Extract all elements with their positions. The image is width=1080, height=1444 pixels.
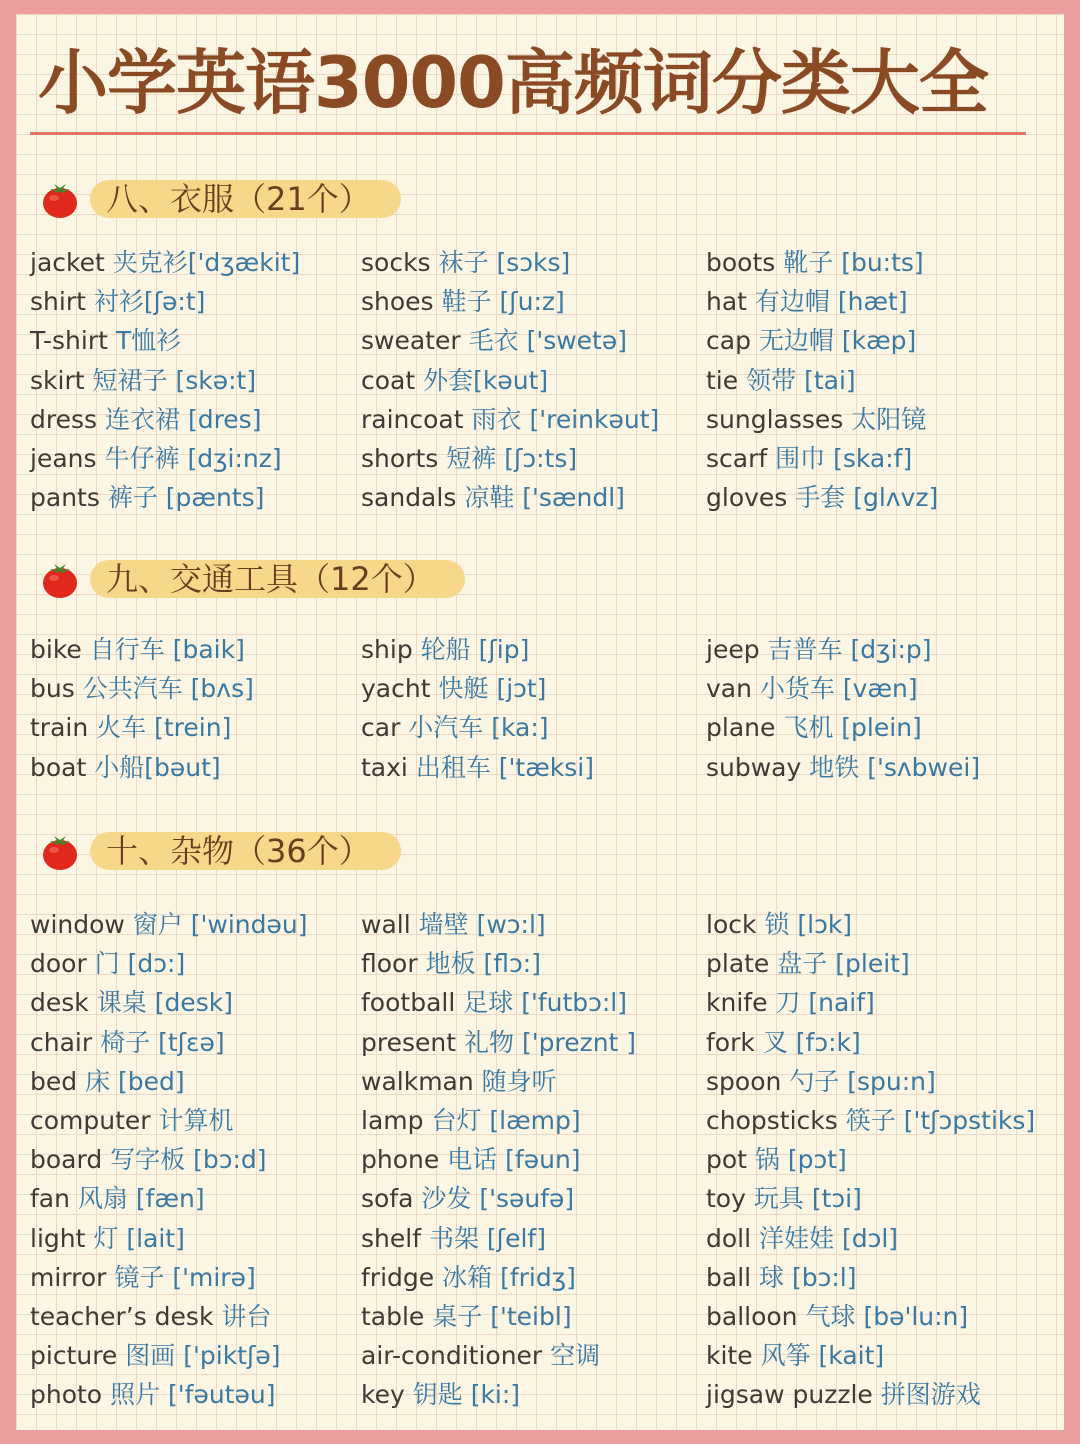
- chinese-meaning: 气球: [805, 1301, 856, 1331]
- english-word: teacher’s desk: [30, 1301, 214, 1331]
- word-row: [706, 1062, 1035, 1101]
- phonetic: [bəut]: [144, 752, 221, 782]
- english-word: wall: [361, 910, 411, 939]
- chinese-meaning: 盘子: [777, 949, 828, 979]
- misc-column-1: [30, 905, 308, 1414]
- chinese-meaning: 随身听: [481, 1066, 557, 1096]
- phonetic: [skə:t]: [175, 365, 257, 395]
- word-row: [30, 282, 300, 321]
- word-row: [361, 944, 636, 983]
- phonetic: ['preznt ]: [521, 1027, 637, 1057]
- english-word: sweater: [361, 326, 461, 356]
- phonetic: ['sʌbwei]: [867, 752, 981, 782]
- english-word: doll: [706, 1223, 752, 1253]
- clothes-column-1: [30, 243, 300, 517]
- english-word: fridge: [361, 1262, 435, 1292]
- word-row: [30, 243, 300, 282]
- english-word: shirt: [30, 287, 86, 317]
- english-word: desk: [30, 988, 89, 1018]
- word-row: [361, 1375, 636, 1414]
- transport-column-2: [361, 630, 594, 787]
- word-row: [706, 630, 980, 669]
- phonetic: [kait]: [818, 1341, 885, 1371]
- english-word: plate: [706, 949, 770, 979]
- phonetic: [tai]: [804, 365, 856, 395]
- english-word: board: [30, 1145, 103, 1175]
- chinese-meaning: T恤衫: [115, 326, 182, 356]
- english-word: ball: [706, 1262, 752, 1292]
- chinese-meaning: 短裙子: [92, 365, 168, 395]
- chinese-meaning: 牛仔裤: [104, 443, 180, 473]
- word-row: [30, 321, 300, 360]
- word-row: [706, 708, 980, 747]
- phonetic: [dʒi:nz]: [187, 443, 282, 473]
- word-row: [361, 1179, 636, 1218]
- phonetic: [pænts]: [165, 483, 265, 513]
- word-row: [361, 361, 659, 400]
- phonetic: [kəut]: [473, 365, 549, 395]
- word-row: [361, 321, 659, 360]
- english-word: floor: [361, 949, 418, 979]
- section-label: 十、杂物（36个）: [90, 832, 401, 870]
- chinese-meaning: 锁: [764, 910, 790, 939]
- word-row: [30, 361, 300, 400]
- chinese-meaning: 吉普车: [767, 635, 843, 664]
- chinese-meaning: 自行车: [89, 635, 165, 664]
- phonetic: [læmp]: [489, 1105, 581, 1135]
- english-word: car: [361, 713, 401, 743]
- chinese-meaning: 凉鞋: [464, 483, 515, 513]
- chinese-meaning: 轮船: [420, 635, 471, 664]
- english-word: football: [361, 988, 456, 1018]
- english-word: phone: [361, 1145, 440, 1175]
- word-row: [706, 905, 1035, 944]
- word-row: [361, 400, 659, 439]
- english-word: chair: [30, 1027, 93, 1057]
- chinese-meaning: 玩具: [753, 1184, 804, 1214]
- english-word: present: [361, 1027, 457, 1057]
- phonetic: [trein]: [154, 713, 232, 743]
- chinese-meaning: 围巾: [775, 443, 826, 473]
- tomato-icon: [40, 560, 80, 600]
- english-word: subway: [706, 752, 802, 782]
- english-word: dress: [30, 404, 98, 434]
- chinese-meaning: 台灯: [431, 1105, 482, 1135]
- word-row: [706, 282, 938, 321]
- chinese-meaning: 拼图游戏: [880, 1380, 981, 1410]
- phonetic: ['sændl]: [522, 483, 625, 513]
- word-row: [706, 1023, 1035, 1062]
- chinese-meaning: 筷子: [845, 1105, 896, 1135]
- phonetic: [ki:]: [470, 1380, 521, 1410]
- chinese-meaning: 镜子: [114, 1262, 165, 1292]
- english-word: pants: [30, 483, 100, 513]
- chinese-meaning: 飞机: [783, 713, 834, 743]
- word-row: [706, 944, 1035, 983]
- chinese-meaning: 桌子: [432, 1301, 483, 1331]
- word-row: [30, 1101, 308, 1140]
- phonetic: [dres]: [187, 404, 262, 434]
- english-word: spoon: [706, 1066, 782, 1096]
- clothes-column-3: [706, 243, 938, 517]
- chinese-meaning: 计算机: [158, 1105, 234, 1135]
- word-row: [706, 400, 938, 439]
- word-row: [361, 478, 659, 517]
- word-row: [30, 1062, 308, 1101]
- chinese-meaning: 讲台: [221, 1301, 272, 1331]
- word-row: [30, 1023, 308, 1062]
- word-row: [706, 748, 980, 787]
- word-row: [361, 748, 594, 787]
- chinese-meaning: 床: [85, 1066, 111, 1096]
- english-word: jeep: [706, 635, 760, 664]
- english-word: toy: [706, 1184, 746, 1214]
- word-row: [30, 630, 254, 669]
- english-word: jeans: [30, 443, 97, 473]
- chinese-meaning: 袜子: [438, 248, 489, 277]
- english-word: boots: [706, 248, 776, 277]
- english-word: sofa: [361, 1184, 414, 1214]
- phonetic: ['reinkəut]: [529, 404, 660, 434]
- chinese-meaning: 快艇: [438, 674, 489, 704]
- chinese-meaning: 礼物: [464, 1027, 515, 1057]
- english-word: fan: [30, 1184, 70, 1214]
- english-word: hat: [706, 287, 747, 317]
- english-word: shoes: [361, 287, 434, 317]
- chinese-meaning: 电话: [447, 1145, 498, 1175]
- phonetic: ['futbɔ:l]: [521, 988, 628, 1018]
- chinese-meaning: 洋娃娃: [759, 1223, 835, 1253]
- english-word: scarf: [706, 443, 768, 473]
- word-row: [706, 1375, 1035, 1414]
- chinese-meaning: 太阳镜: [851, 404, 927, 434]
- english-word: bike: [30, 635, 82, 664]
- english-word: socks: [361, 248, 431, 277]
- phonetic: [ʃu:z]: [499, 287, 565, 317]
- english-word: bed: [30, 1066, 78, 1096]
- phonetic: ['piktʃə]: [183, 1341, 281, 1371]
- english-word: walkman: [361, 1066, 474, 1096]
- english-word: chopsticks: [706, 1105, 838, 1135]
- phonetic: [bʌs]: [190, 674, 254, 704]
- english-word: sandals: [361, 483, 457, 513]
- english-word: lock: [706, 910, 757, 939]
- chinese-meaning: 有边帽: [754, 287, 830, 317]
- chinese-meaning: 刀: [775, 988, 801, 1018]
- chinese-meaning: 球: [759, 1262, 785, 1292]
- chinese-meaning: 短裤: [446, 443, 497, 473]
- chinese-meaning: 风扇: [77, 1184, 128, 1214]
- chinese-meaning: 钥匙: [412, 1380, 463, 1410]
- word-row: [706, 478, 938, 517]
- english-word: jacket: [30, 248, 105, 277]
- english-word: balloon: [706, 1301, 798, 1331]
- chinese-meaning: 地板: [425, 949, 476, 979]
- word-row: [361, 708, 594, 747]
- chinese-meaning: 写字板: [110, 1145, 186, 1175]
- chinese-meaning: 火车: [96, 713, 147, 743]
- phonetic: [sɔks]: [496, 248, 571, 277]
- phonetic: [ska:f]: [833, 443, 913, 473]
- phonetic: [hæt]: [837, 287, 908, 317]
- english-word: taxi: [361, 752, 408, 782]
- word-row: [706, 361, 938, 400]
- english-word: raincoat: [361, 404, 464, 434]
- english-word: yacht: [361, 674, 431, 704]
- english-word: light: [30, 1223, 86, 1253]
- english-word: photo: [30, 1380, 103, 1410]
- chinese-meaning: 墙壁: [418, 910, 469, 939]
- english-word: picture: [30, 1341, 118, 1371]
- misc-column-2: [361, 905, 636, 1414]
- english-word: coat: [361, 365, 416, 395]
- word-row: [706, 321, 938, 360]
- english-word: computer: [30, 1105, 151, 1135]
- word-row: [361, 630, 594, 669]
- chinese-meaning: 椅子: [100, 1027, 151, 1057]
- english-word: fork: [706, 1027, 755, 1057]
- word-row: [706, 1140, 1035, 1179]
- phonetic: [wɔ:l]: [476, 910, 546, 939]
- phonetic: [fəun]: [505, 1145, 581, 1175]
- phonetic: [plein]: [841, 713, 922, 743]
- english-word: boat: [30, 752, 87, 782]
- phonetic: [ʃə:t]: [143, 287, 206, 317]
- phonetic: [dɔ:]: [127, 949, 186, 979]
- word-row: [706, 1336, 1035, 1375]
- word-row: [706, 669, 980, 708]
- phonetic: [væn]: [842, 674, 918, 704]
- section-label: 八、衣服（21个）: [90, 180, 401, 218]
- chinese-meaning: 公共汽车: [82, 674, 183, 704]
- phonetic: [ʃelf]: [486, 1223, 546, 1253]
- phonetic: [lait]: [126, 1223, 185, 1253]
- english-word: train: [30, 713, 89, 743]
- phonetic: [bə'lu:n]: [863, 1301, 969, 1331]
- chinese-meaning: 窗户: [132, 910, 183, 939]
- word-row: [361, 1101, 636, 1140]
- phonetic: [fridʒ]: [500, 1262, 576, 1292]
- english-word: ship: [361, 635, 413, 664]
- chinese-meaning: 裤子: [107, 483, 158, 513]
- phonetic: [ka:]: [491, 713, 549, 743]
- english-word: kite: [706, 1341, 753, 1371]
- phonetic: [baik]: [172, 635, 245, 664]
- chinese-meaning: 夹克衫: [112, 248, 188, 277]
- word-row: [30, 1179, 308, 1218]
- chinese-meaning: 书架: [428, 1223, 479, 1253]
- chinese-meaning: 鞋子: [441, 287, 492, 317]
- chinese-meaning: 沙发: [421, 1184, 472, 1214]
- word-row: [30, 748, 254, 787]
- phonetic: [kæp]: [841, 326, 917, 356]
- english-word: T-shirt: [30, 326, 108, 356]
- chinese-meaning: 手套: [795, 483, 846, 513]
- english-word: van: [706, 674, 752, 704]
- misc-column-3: [706, 905, 1035, 1414]
- word-row: [361, 983, 636, 1022]
- word-row: [361, 1062, 636, 1101]
- word-row: [361, 1219, 636, 1258]
- english-word: cap: [706, 326, 751, 356]
- word-row: [30, 905, 308, 944]
- english-word: table: [361, 1301, 425, 1331]
- phonetic: [ʃip]: [478, 635, 530, 664]
- english-word: skirt: [30, 365, 85, 395]
- english-word: mirror: [30, 1262, 107, 1292]
- word-row: [361, 1297, 636, 1336]
- chinese-meaning: 毛衣: [468, 326, 519, 356]
- word-row: [361, 1023, 636, 1062]
- chinese-meaning: 领带: [746, 365, 797, 395]
- chinese-meaning: 连衣裙: [104, 404, 180, 434]
- english-word: tie: [706, 365, 739, 395]
- chinese-meaning: 衬衫: [93, 287, 144, 317]
- english-word: key: [361, 1380, 405, 1410]
- chinese-meaning: 出租车: [415, 752, 491, 782]
- word-row: [361, 282, 659, 321]
- page-title: 小学英语3000高频词分类大全: [38, 42, 988, 124]
- phonetic: ['səufə]: [479, 1184, 575, 1214]
- chinese-meaning: 叉: [762, 1027, 788, 1057]
- word-row: [30, 708, 254, 747]
- word-row: [361, 1258, 636, 1297]
- chinese-meaning: 足球: [463, 988, 514, 1018]
- english-word: window: [30, 910, 125, 939]
- english-word: plane: [706, 713, 776, 743]
- word-row: [361, 669, 594, 708]
- english-word: pot: [706, 1145, 747, 1175]
- tomato-icon: [40, 180, 80, 220]
- phonetic: [tɔi]: [811, 1184, 862, 1214]
- phonetic: [fɔ:k]: [795, 1027, 861, 1057]
- phonetic: [lɔk]: [797, 910, 853, 939]
- word-row: [30, 983, 308, 1022]
- chinese-meaning: 课桌: [96, 988, 147, 1018]
- phonetic: ['tæksi]: [498, 752, 594, 782]
- phonetic: [pɔt]: [787, 1145, 847, 1175]
- phonetic: [spu:n]: [847, 1066, 936, 1096]
- chinese-meaning: 图画: [125, 1341, 176, 1371]
- phonetic: ['fəutəu]: [168, 1380, 276, 1410]
- english-word: shorts: [361, 443, 439, 473]
- english-word: shelf: [361, 1223, 421, 1253]
- word-row: [30, 439, 300, 478]
- phonetic: ['windəu]: [190, 910, 308, 939]
- word-row: [30, 1297, 308, 1336]
- chinese-meaning: 门: [94, 949, 120, 979]
- phonetic: [naif]: [808, 988, 875, 1018]
- title-underline: [30, 132, 1026, 135]
- phonetic: ['teibl]: [490, 1301, 572, 1331]
- word-row: [361, 1336, 636, 1375]
- word-list-card: [16, 14, 1064, 1430]
- phonetic: [glʌvz]: [853, 483, 939, 513]
- chinese-meaning: 无边帽: [758, 326, 834, 356]
- word-row: [706, 1258, 1035, 1297]
- word-row: [706, 1219, 1035, 1258]
- transport-column-1: [30, 630, 254, 787]
- word-row: [706, 243, 938, 282]
- phonetic: ['tʃɔpstiks]: [903, 1105, 1036, 1135]
- word-row: [361, 1140, 636, 1179]
- word-row: [30, 669, 254, 708]
- chinese-meaning: 风筝: [760, 1341, 811, 1371]
- word-row: [706, 1297, 1035, 1336]
- word-row: [30, 1375, 308, 1414]
- english-word: knife: [706, 988, 768, 1018]
- chinese-meaning: 小汽车: [408, 713, 484, 743]
- chinese-meaning: 小货车: [759, 674, 835, 704]
- english-word: lamp: [361, 1105, 424, 1135]
- chinese-meaning: 靴子: [783, 248, 834, 277]
- chinese-meaning: 灯: [93, 1223, 119, 1253]
- english-word: sunglasses: [706, 404, 844, 434]
- clothes-column-2: [361, 243, 659, 517]
- chinese-meaning: 照片: [110, 1380, 161, 1410]
- chinese-meaning: 地铁: [809, 752, 860, 782]
- word-row: [361, 905, 636, 944]
- phonetic: [dɔl]: [841, 1223, 899, 1253]
- word-row: [30, 1140, 308, 1179]
- section-label: 九、交通工具（12个）: [90, 560, 465, 598]
- phonetic: [ʃɔ:ts]: [504, 443, 578, 473]
- english-word: door: [30, 949, 87, 979]
- word-row: [30, 1336, 308, 1375]
- word-row: [30, 400, 300, 439]
- word-row: [706, 1101, 1035, 1140]
- phonetic: [tʃɛə]: [158, 1027, 225, 1057]
- phonetic: [desk]: [154, 988, 233, 1018]
- phonetic: ['swetə]: [526, 326, 627, 356]
- phonetic: [flɔ:]: [483, 949, 541, 979]
- word-row: [30, 1219, 308, 1258]
- phonetic: [fæn]: [135, 1184, 205, 1214]
- phonetic: [dʒi:p]: [850, 635, 932, 664]
- phonetic: [bu:ts]: [841, 248, 924, 277]
- chinese-meaning: 勺子: [789, 1066, 840, 1096]
- word-row: [706, 439, 938, 478]
- transport-column-3: [706, 630, 980, 787]
- chinese-meaning: 冰箱: [442, 1262, 493, 1292]
- phonetic: [bɔ:d]: [193, 1145, 267, 1175]
- chinese-meaning: 小船: [94, 752, 145, 782]
- chinese-meaning: 锅: [754, 1145, 780, 1175]
- word-row: [361, 439, 659, 478]
- chinese-meaning: 外套: [423, 365, 474, 395]
- english-word: air-conditioner: [361, 1341, 543, 1371]
- word-row: [361, 243, 659, 282]
- phonetic: [bed]: [118, 1066, 185, 1096]
- english-word: bus: [30, 674, 75, 704]
- english-word: jigsaw puzzle: [706, 1380, 873, 1410]
- phonetic: [jɔt]: [496, 674, 547, 704]
- word-row: [30, 944, 308, 983]
- chinese-meaning: 雨衣: [471, 404, 522, 434]
- english-word: gloves: [706, 483, 788, 513]
- phonetic: ['mirə]: [172, 1262, 256, 1292]
- word-row: [30, 478, 300, 517]
- word-row: [30, 1258, 308, 1297]
- phonetic: [pleit]: [835, 949, 910, 979]
- word-row: [706, 1179, 1035, 1218]
- chinese-meaning: 空调: [550, 1341, 601, 1371]
- tomato-icon: [40, 832, 80, 872]
- phonetic: [bɔ:l]: [792, 1262, 857, 1292]
- phonetic: ['dʒækit]: [187, 248, 301, 277]
- word-row: [706, 983, 1035, 1022]
